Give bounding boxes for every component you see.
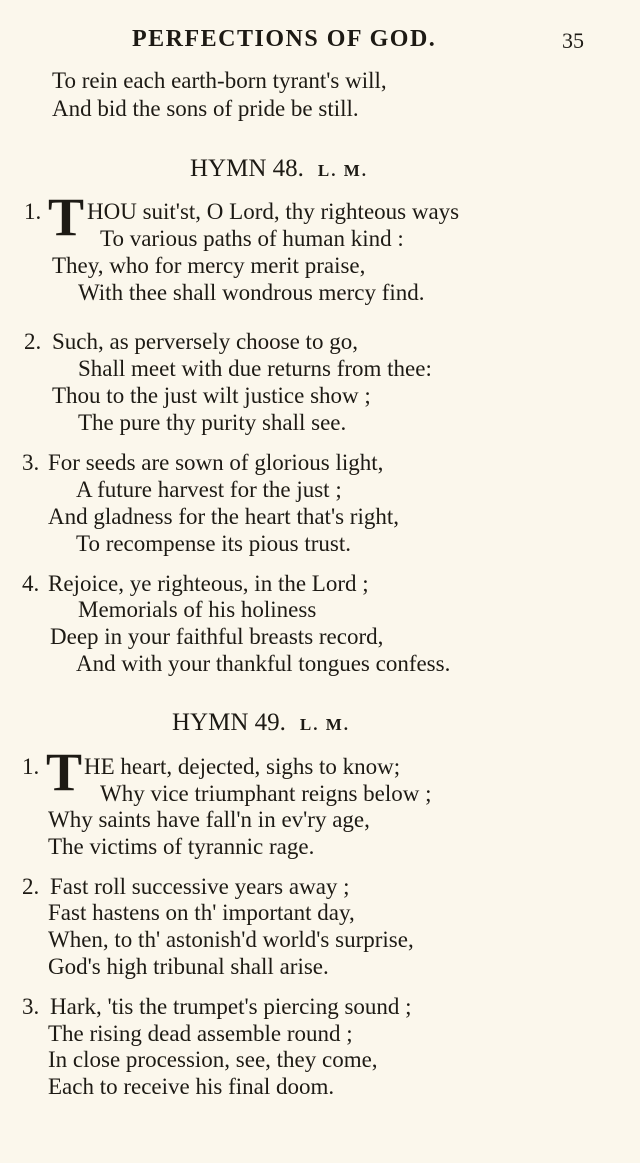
hymn-meter: L. M. [317,161,369,180]
verse-line: The rising dead assemble round ; [48,1021,353,1046]
stanza-number: 2. [22,874,40,899]
stanza-number: 4. [22,571,40,596]
verse-line: To various paths of human kind : [100,226,404,251]
hymn-title: HYMN 48. [190,155,304,182]
verse-line: In close procession, see, they come, [48,1047,378,1072]
verse-line: To rein each earth-born tyrant's will, [52,68,387,93]
verse-line: To recompense its pious trust. [76,531,351,556]
verse-line: Why vice triumphant reigns below ; [100,781,432,806]
verse-line: Why saints have fall'n in ev'ry age, [48,807,370,832]
verse-line: For seeds are sown of glorious light, [48,450,384,475]
hymn-meter: L. M. [299,715,351,734]
verse-line: HE heart, dejected, sighs to know; [84,754,401,779]
running-head [0,26,640,58]
verse-line: Hark, 'tis the trumpet's piercing sound ; [50,994,412,1019]
drop-cap: T [46,742,83,802]
verse-line: And with your thankful tongues confess. [76,651,451,676]
verse-line: The pure thy purity shall see. [78,410,347,435]
stanza-number: 1. [22,754,40,779]
verse-line: The victims of tyrannic rage. [48,834,315,859]
verse-line: God's high tribunal shall arise. [48,954,329,979]
verse-line: Rejoice, ye righteous, in the Lord ; [48,571,369,596]
stanza-number: 3. [22,450,40,475]
verse-line: And bid the sons of pride be still. [52,96,359,121]
stanza-number: 3. [22,994,40,1019]
verse-line: Deep in your faithful breasts record, [50,624,384,649]
verse-line: Memorials of his holiness [78,597,317,622]
verse-line: Fast hastens on th' important day, [48,900,355,925]
verse-line: Such, as perversely choose to go, [52,329,358,354]
drop-cap: T [48,187,85,247]
page-number: 35 [562,28,584,53]
verse-line: They, who for mercy merit praise, [52,253,366,278]
verse-line: Shall meet with due returns from thee: [78,356,432,381]
hymn-heading [190,155,368,183]
verse-line: And gladness for the heart that's right, [48,504,399,529]
verse-line: HOU suit'st, O Lord, thy righteous ways [87,199,460,224]
verse-line: A future harvest for the just ; [76,477,342,502]
stanza-number: 1. [24,199,42,224]
verse-line: Thou to the just wilt justice show ; [52,383,371,408]
verse-line: Fast roll successive years away ; [50,874,350,899]
verse-line: With thee shall wondrous mercy find. [78,280,425,305]
running-head-title: PERFECTIONS OF GOD. [132,26,437,52]
stanza-number: 2. [24,329,42,354]
hymn-heading [172,709,350,737]
verse-line: Each to receive his final doom. [48,1074,335,1099]
verse-line: When, to th' astonish'd world's surprise, [48,927,414,952]
hymn-title: HYMN 49. [172,709,286,736]
